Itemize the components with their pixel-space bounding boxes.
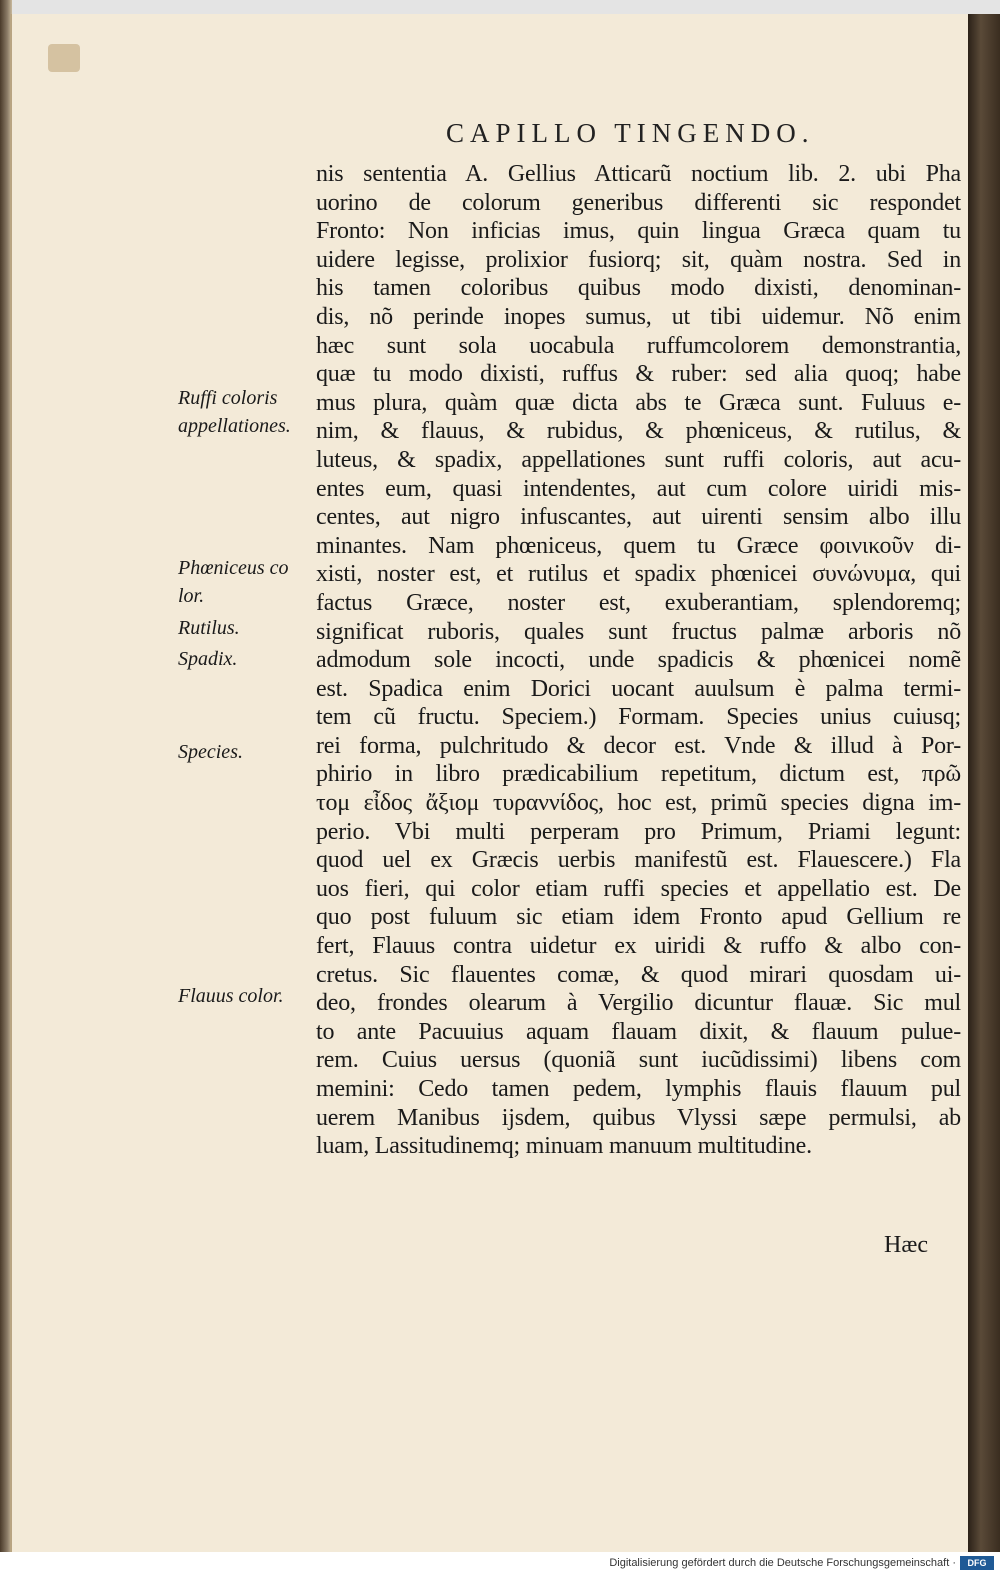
text-line: nim, & flauus, & rubidus, & phœniceus, & rutilus, &: [316, 418, 961, 445]
text-line: luam, Lassitudinemq; minuam manuum multitudine.: [316, 1133, 812, 1160]
catchword: Hæc: [884, 1232, 928, 1258]
body-text: [316, 160, 961, 1161]
text-line: hæc sunt sola uocabula ruffumcolorem demonstrantia,: [316, 332, 961, 359]
text-line: rem. Cuius uersus (quoniã sunt iucũdissimi) libens com: [316, 1047, 961, 1074]
page-edge: [968, 14, 1000, 1552]
text-line: centes, aut nigro infuscantes, aut uirenti sensim albo illu: [316, 504, 961, 531]
text-line: admodum sole incocti, unde spadicis & phœnicei nomẽ: [316, 647, 961, 674]
margin-note-line: Spadix.: [178, 648, 238, 670]
margin-note-line: appellationes.: [178, 415, 291, 437]
text-line: deo, frondes olearum à Vergilio dicuntur flauæ. Sic mul: [316, 990, 961, 1017]
margin-note-line: lor.: [178, 585, 205, 607]
margin-note-line: Phœniceus co: [178, 557, 289, 579]
text-line: uorino de colorum generibus differenti sic respondet: [316, 189, 961, 216]
text-line: τομ εἶδος ἄξιομ τυραννίδος, hoc est, primũ species digna im-: [316, 790, 961, 817]
text-line: minantes. Nam phœniceus, quem tu Græce φοινικοῦν di-: [316, 532, 961, 559]
text-line: xisti, noster est, et rutilus et spadix phœnicei συνώνυμα, qui: [316, 561, 961, 588]
text-line: to ante Pacuuius aquam flauam dixit, & flauum pulue-: [316, 1018, 961, 1045]
text-line: factus Græce, noster est, exuberantiam, splendoremq;: [316, 589, 961, 616]
text-line: tem cũ fructu. Speciem.) Formam. Species unius cuiusq;: [316, 704, 961, 731]
margin-note-flauus: [178, 982, 284, 1010]
running-head: CAPILLO TINGENDO.: [446, 118, 815, 148]
page-corner-stain: [48, 44, 80, 72]
text-line: his tamen coloribus quibus modo dixisti, denominan-: [316, 275, 961, 302]
text-line: quo post fuluum sic etiam idem Fronto apud Gellium re: [316, 904, 961, 931]
margin-note-line: Flauus color.: [178, 985, 284, 1007]
margin-note-line: Rutilus.: [178, 617, 240, 639]
text-line: est. Spadica enim Dorici uocant auulsum è palma termi-: [316, 675, 961, 702]
margin-note-species: [178, 738, 243, 766]
margin-note-rutilus: [178, 614, 240, 642]
margin-note-phoeniceus: [178, 554, 289, 610]
text-line: cretus. Sic flauentes comæ, & quod mirari quosdam ui-: [316, 961, 961, 988]
text-line: rei forma, pulchritudo & decor est. Vnde & illud à Por-: [316, 732, 961, 759]
text-line: quæ tu modo dixisti, ruffus & ruber: sed alia quoq; habe: [316, 361, 961, 388]
margin-note-line: Species.: [178, 741, 243, 763]
text-line: entes eum, quasi intendentes, aut cum colore uiridi mis-: [316, 475, 961, 502]
text-line: phirio in libro prædicabilium repetitum, dictum est, πρῶ: [316, 761, 961, 788]
text-line: nis sententia A. Gellius Atticarũ noctium lib. 2. ubi Pha: [316, 161, 961, 187]
text-line: quod uel ex Græcis uerbis manifestũ est. Flauescere.) Fla: [316, 847, 961, 874]
text-line: dis, nõ perinde inopes sumus, ut tibi uidemur. Nõ enim: [316, 303, 961, 330]
text-line: uidere legisse, prolixior fusiorq; sit, quàm nostra. Sed in: [316, 246, 961, 273]
footer-credit: Digitalisierung gefördert durch die Deutsche Forschungsgemeinschaft ·: [609, 1557, 956, 1569]
dfg-logo-icon: DFG: [960, 1556, 994, 1570]
text-line: significat ruboris, quales sunt fructus palmæ arboris nõ: [316, 618, 961, 645]
text-line: uerem Manibus ijsdem, quibus Vlyssi sæpe permulsi, ab: [316, 1104, 961, 1131]
text-line: memini: Cedo tamen pedem, lymphis flauis flauum pul: [316, 1076, 961, 1102]
margin-note-line: Ruffi coloris: [178, 387, 278, 409]
text-line: luteus, & spadix, appellationes sunt ruffi coloris, aut acu-: [316, 446, 961, 473]
text-line: uos fieri, qui color etiam ruffi species et appellatio est. De: [316, 875, 961, 902]
text-line: perio. Vbi multi perperam pro Primum, Priami legunt:: [316, 818, 961, 845]
text-line: fert, Flauus contra uidetur ex uiridi & ruffo & albo con-: [316, 933, 961, 960]
margin-note-spadix: [178, 645, 237, 673]
text-line: Fronto: Non inficias imus, quin lingua Græca quam tu: [316, 218, 961, 245]
margin-note-ruffi: [178, 384, 291, 440]
text-line: mus plura, quàm quæ dicta abs te Græca sunt. Fuluus e-: [316, 389, 961, 416]
